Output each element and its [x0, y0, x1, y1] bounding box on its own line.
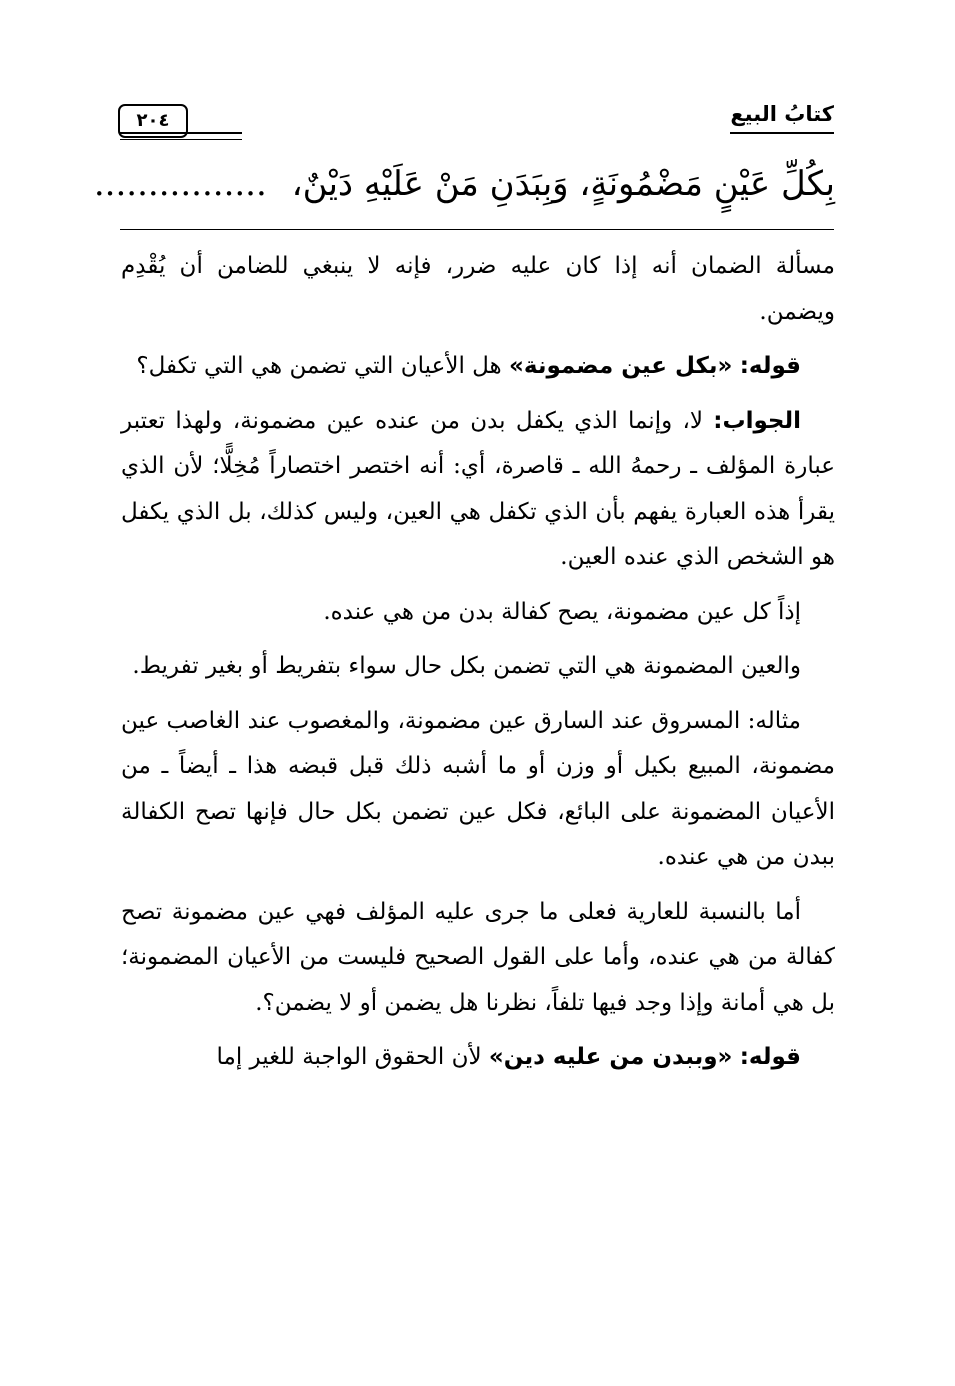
paragraph-8	[121, 1035, 835, 1081]
paragraph-4	[121, 590, 835, 636]
book-title: كتابُ البيع	[730, 102, 834, 126]
paragraph-5	[121, 644, 835, 690]
paragraph-lead: قوله:	[739, 353, 801, 379]
matn-line: بِكُلِّ عَيْنٍ مَضْمُونَةٍ، وَبِبَدَنِ مَنْ عَلَيْهِ دَيْنٌ،	[291, 164, 835, 204]
paragraph-text: والعين المضمونة هي التي تضمن بكل حال سواء بتفريط أو بغير تفريط.	[132, 653, 801, 679]
page-number-frame	[120, 104, 312, 136]
paragraph-text: هل الأعيان التي تضمن هي التي تكفل؟	[136, 353, 502, 379]
matn-separator	[120, 229, 834, 230]
page-header	[120, 98, 834, 148]
paragraph-3	[121, 399, 835, 581]
paragraph-text: مثاله: المسروق عند السارق عين مضمونة، والمغصوب عند الغاصب عين مضمونة، المبيع بكيل أو وزن أو ما أشبه ذلك قبل قبضه هذا ـ أيضاً ـ من الأعيان المضمونة على البائع، فكل عين تضمن بكل حال فإنها تصح الكفالة ببدن من هي عنده.	[121, 707, 835, 870]
matn-text	[93, 156, 835, 212]
paragraph-text: مسألة الضمان أنه إذا كان عليه ضرر، فإنه لا ينبغي للضامن أن يُقْدِم ويضمن.	[121, 253, 835, 325]
title-underline	[730, 132, 834, 134]
header-rule-bottom	[120, 139, 242, 140]
paragraph-lead: الجواب:	[713, 407, 801, 434]
paragraph-1	[121, 244, 835, 335]
paragraph-quote: «بكل عين مضمونة»	[509, 353, 733, 379]
paragraph-text: لأن الحقوق الواجبة للغير إما	[216, 1044, 482, 1070]
header-rule-top	[120, 132, 242, 134]
paragraph-7	[121, 890, 835, 1027]
paragraph-text: لا، وإنما الذي يكفل بدن من عنده عين مضمونة، ولهذا تعتبر عبارة المؤلف ـ رحمهُ الله ـ قاصرة، أي: أنه اختصر اختصاراً مُخِلًّا؛ لأن الذي يقرأ هذه العبارة يفهم بأن الذي تكفل هي العين، وليس كذلك، بل الذي يكفل هو الشخص الذي عنده العين.	[121, 407, 835, 570]
paragraph-6	[121, 699, 835, 881]
paragraph-text: أما بالنسبة للعارية فعلى ما جرى عليه المؤلف فهي عين مضمونة تصح كفالة من هي عنده، وأما على القول الصحيح فليست من الأعيان المضمونة؛ بل هي أمانة وإذا وجد فيها تلفاً، نظرنا هل يضمن أو لا يضمن؟.	[121, 898, 835, 1016]
paragraph-quote: «وببدن من عليه دين»	[488, 1044, 733, 1070]
commentary-body	[121, 244, 835, 1090]
matn-dots: ................	[93, 164, 267, 204]
paragraph-lead: قوله:	[739, 1044, 801, 1070]
paragraph-2	[121, 344, 835, 390]
page-number: ٢٠٤	[118, 104, 188, 138]
paragraph-text: إذاً كل عين مضمونة، يصح كفالة بدن من هي عنده.	[323, 598, 801, 625]
